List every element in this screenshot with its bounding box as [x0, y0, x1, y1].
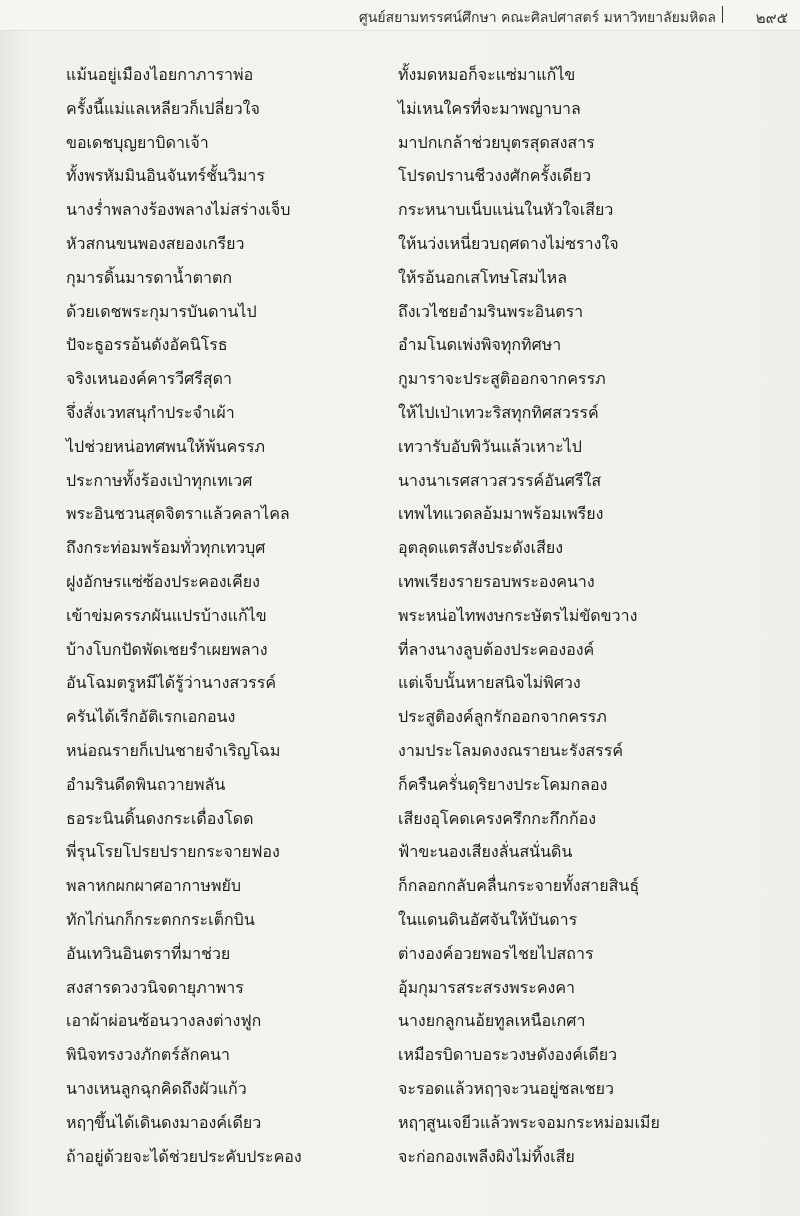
verse-second-half: เทพเรียงรายรอบพระองคนาง	[398, 571, 595, 591]
verse-first-half: พินิจทรงวงภักตร์ลักคนา	[66, 1045, 230, 1065]
verse-second-half: อุตลุดแตรสังประดังเสียง	[398, 538, 564, 558]
verse-row	[0, 842, 800, 876]
verse-row	[0, 741, 800, 775]
verse-row	[0, 572, 800, 606]
verse-row	[0, 978, 800, 1012]
verse-first-half: ปัจะธูอรรอ้นดังอัคนิโรธ	[66, 335, 228, 355]
verse-first-half: ถึงกระท่อมพร้อมทั่วทุกเทวบุศ	[66, 538, 266, 558]
verse-second-half: ให้รอ้นอกเสโทษโสมไหล	[398, 267, 568, 287]
verse-second-half: ต่างองค์อวยพอรไชยไปสถาร	[398, 943, 594, 963]
verse-row	[0, 876, 800, 910]
verse-first-half: ครั้งนี้แม่แลเหลียวก็เปลี่ยวใจ	[66, 98, 260, 118]
verse-second-half: โปรดปรานชีวงงศักครั้งเดียว	[398, 166, 592, 186]
verse-row	[0, 335, 800, 369]
verse-row	[0, 1079, 800, 1113]
verse-row	[0, 437, 800, 471]
verse-second-half: ก็กลอกกลับคลื่นกระจายทั้งสายสินธุ์	[398, 876, 640, 896]
verse-first-half: อันโฉมตรูหมีได้รู้ว่านางสวรรค์	[66, 673, 277, 693]
verse-row	[0, 234, 800, 268]
verse-row	[0, 1113, 800, 1147]
verse-first-half: ทั้งพรหัมมินอินจันทร์ชั้นวิมาร	[66, 166, 265, 186]
verse-second-half: จะก่อกองเพลีงผิงไม่ทิ้งเสีย	[398, 1146, 575, 1166]
verse-second-half: นางยกลูกนอ้ยทูลเหนือเกศา	[398, 1011, 586, 1031]
verse-row	[0, 707, 800, 741]
verse-second-half: มาปกเกล้าช่วยบุตรสุดสงสาร	[398, 132, 595, 152]
verse-row	[0, 640, 800, 674]
verse-row	[0, 302, 800, 336]
verse-second-half: ทั้งมดหมอก็จะแซ่มาแก้ไข	[398, 65, 576, 84]
verse-second-half: อุ้มกุมารสระสรงพระคงคา	[398, 977, 576, 997]
verse-first-half: ไปช่วยหน่อทศพนให้พ้นครรภ	[66, 436, 265, 456]
verse-row	[0, 809, 800, 843]
verse-first-half: จริงเหนองค์คารวีศรีสุดา	[66, 369, 233, 389]
verse-second-half: ถึงเวไชยอำมรินพระอินตรา	[398, 301, 584, 321]
verse-row	[0, 99, 800, 133]
verse-second-half: เสียงอุโคดเครงครึกกะกึกก้อง	[398, 808, 597, 828]
verse-row	[0, 775, 800, 809]
verse-second-half: ในแดนดินอัศจันให้บันดาร	[398, 909, 578, 929]
verse-first-half: ครันได้เรีกอัติเรกเอกอนง	[66, 707, 236, 727]
verse-second-half: กูมาราจะประสูติออกจากครรภ	[398, 369, 606, 389]
verse-second-half: เทวารับอับพิวันแล้วเหาะไป	[398, 436, 582, 456]
verse-second-half: แต่เจ็บนั้นหายสนิจไม่พิศวง	[398, 673, 581, 693]
verse-first-half: หัวสกนขนพองสยองเกรียว	[66, 233, 245, 253]
verse-row	[0, 471, 800, 505]
verse-row	[0, 166, 800, 200]
verse-row	[0, 1147, 800, 1181]
verse-first-half: ธอระนินดิ้นดงกระเดื่องโดด	[66, 808, 254, 828]
page-number: ๒๙๕	[755, 9, 788, 27]
verse-first-half: พลาหกผกผาศอากาษพยับ	[66, 876, 242, 896]
verse-second-half: งามประโลมดงงณรายนะรังสรรค์	[398, 740, 624, 760]
verse-row	[0, 538, 800, 572]
verse-row	[0, 944, 800, 978]
verse-row	[0, 268, 800, 302]
verse-second-half: หฤๅสูนเจยีวแล้วพระจอมกระหม่อมเมีย	[398, 1112, 660, 1132]
verse-first-half: นางเหนลูกฉุกคิดถึงผัวแก้ว	[66, 1078, 247, 1098]
verse-row	[0, 200, 800, 234]
verse-first-half: ประกาษทั้งร้องเป่าทุกเทเวศ	[66, 470, 253, 490]
header-divider	[722, 6, 723, 23]
verse-first-half: แม้นอยู่เมืองไอยกาภาราพ่อ	[66, 65, 254, 84]
verse-row	[0, 65, 800, 99]
verse-second-half: ฟ้าขะนองเสียงลั่นสนั่นดิน	[398, 842, 573, 862]
verse-first-half: บ้างโบกปัดพัดเชยรำเผยพลาง	[66, 639, 268, 659]
verse-first-half: อันเทวินอินตราที่มาช่วย	[66, 943, 231, 963]
verse-first-half: สงสารดวงวนิจดายุภาพาร	[66, 977, 244, 997]
verse-first-half: กุมารดิ้นมารดาน้ำตาตก	[66, 267, 233, 287]
verse-row	[0, 1011, 800, 1045]
poem-body	[0, 65, 800, 1180]
verse-second-half: ที่ลางนางลูบต้องประคององค์	[398, 639, 595, 659]
verse-second-half: จะรอดแล้วหฤๅจะวนอยู่ชลเชยว	[398, 1078, 614, 1098]
verse-first-half: ถ้าอยู่ด้วยจะได้ช่วยประคับประคอง	[66, 1146, 302, 1166]
verse-second-half: ให้นว่งเหนี่ยวบฤศดางไม่ซรางใจ	[398, 233, 619, 253]
verse-second-half: ให้ไปเป่าเทวะริสทุกทิศสวรรค์	[398, 402, 599, 422]
verse-row	[0, 403, 800, 437]
verse-row	[0, 606, 800, 640]
verse-second-half: กระหนาบเน็บแน่นในหัวใจเสียว	[398, 200, 614, 220]
verse-row	[0, 673, 800, 707]
verse-row	[0, 133, 800, 167]
verse-first-half: ฝูงอักษรแซ่ซ้องประคองเคียง	[66, 571, 260, 591]
verse-first-half: หน่อณรายก็เปนชายจำเริญโฉม	[66, 740, 281, 760]
verse-second-half: พระหน่อไทพงษกระษัตรไม่ขัดขวาง	[398, 605, 638, 625]
verse-first-half: อำมรินดีดพินถวายพลัน	[66, 774, 226, 794]
verse-second-half: ก็ครืนครั่นดุริยางประโคมกลอง	[398, 774, 608, 794]
verse-first-half: ด้วยเดชพระกุมารบันดานไป	[66, 301, 257, 321]
verse-first-half: ขอเดชบุญยาบิดาเจ้า	[66, 132, 209, 152]
verse-row	[0, 910, 800, 944]
verse-first-half: หฤๅขึ้นได้เดินดงมาองค์เดียว	[66, 1112, 262, 1132]
verse-second-half: นางนาเรศสาวสวรรค์อันศรีใส	[398, 470, 602, 490]
verse-second-half: ประสูติองค์ลูกรักออกจากครรภ	[398, 707, 607, 727]
verse-second-half: ไม่เหนใครที่จะมาพญาบาล	[398, 98, 581, 118]
verse-row	[0, 369, 800, 403]
verse-second-half: อำมโนดเพ่งพิจทุกทิศษา	[398, 335, 562, 355]
verse-second-half: เทพไทแวดลอ้มมาพร้อมเพรียง	[398, 504, 604, 524]
verse-first-half: เข้าข่มครรภผันแปรบ้างแก้ไข	[66, 605, 267, 625]
verse-first-half: พี่รุนโรยโปรยปรายกระจายฟอง	[66, 842, 280, 862]
verse-row	[0, 1045, 800, 1079]
header-title: ศูนย์สยามทรรศน์ศึกษา คณะศิลปศาสตร์ มหาวิทยาลัยมหิดล	[358, 10, 716, 26]
verse-row	[0, 504, 800, 538]
verse-first-half: จึ่งสั่งเวทสนุกำประจำเผ้า	[66, 402, 235, 422]
verse-first-half: ทักไก่นกก็กระตกกระเต็กบิน	[66, 909, 255, 929]
running-header	[0, 0, 800, 31]
verse-second-half: เหมือรบิดาบอระวงษดังองค์เดียว	[398, 1045, 618, 1065]
verse-first-half: พระอินชวนสุดจิตราแล้วคลาไคล	[66, 504, 290, 524]
verse-first-half: นางร่ำพลางร้องพลางไม่สร่างเจ็บ	[66, 200, 291, 220]
verse-first-half: เอาผ้าผ่อนซ้อนวางลงต่างฟูก	[66, 1011, 262, 1031]
